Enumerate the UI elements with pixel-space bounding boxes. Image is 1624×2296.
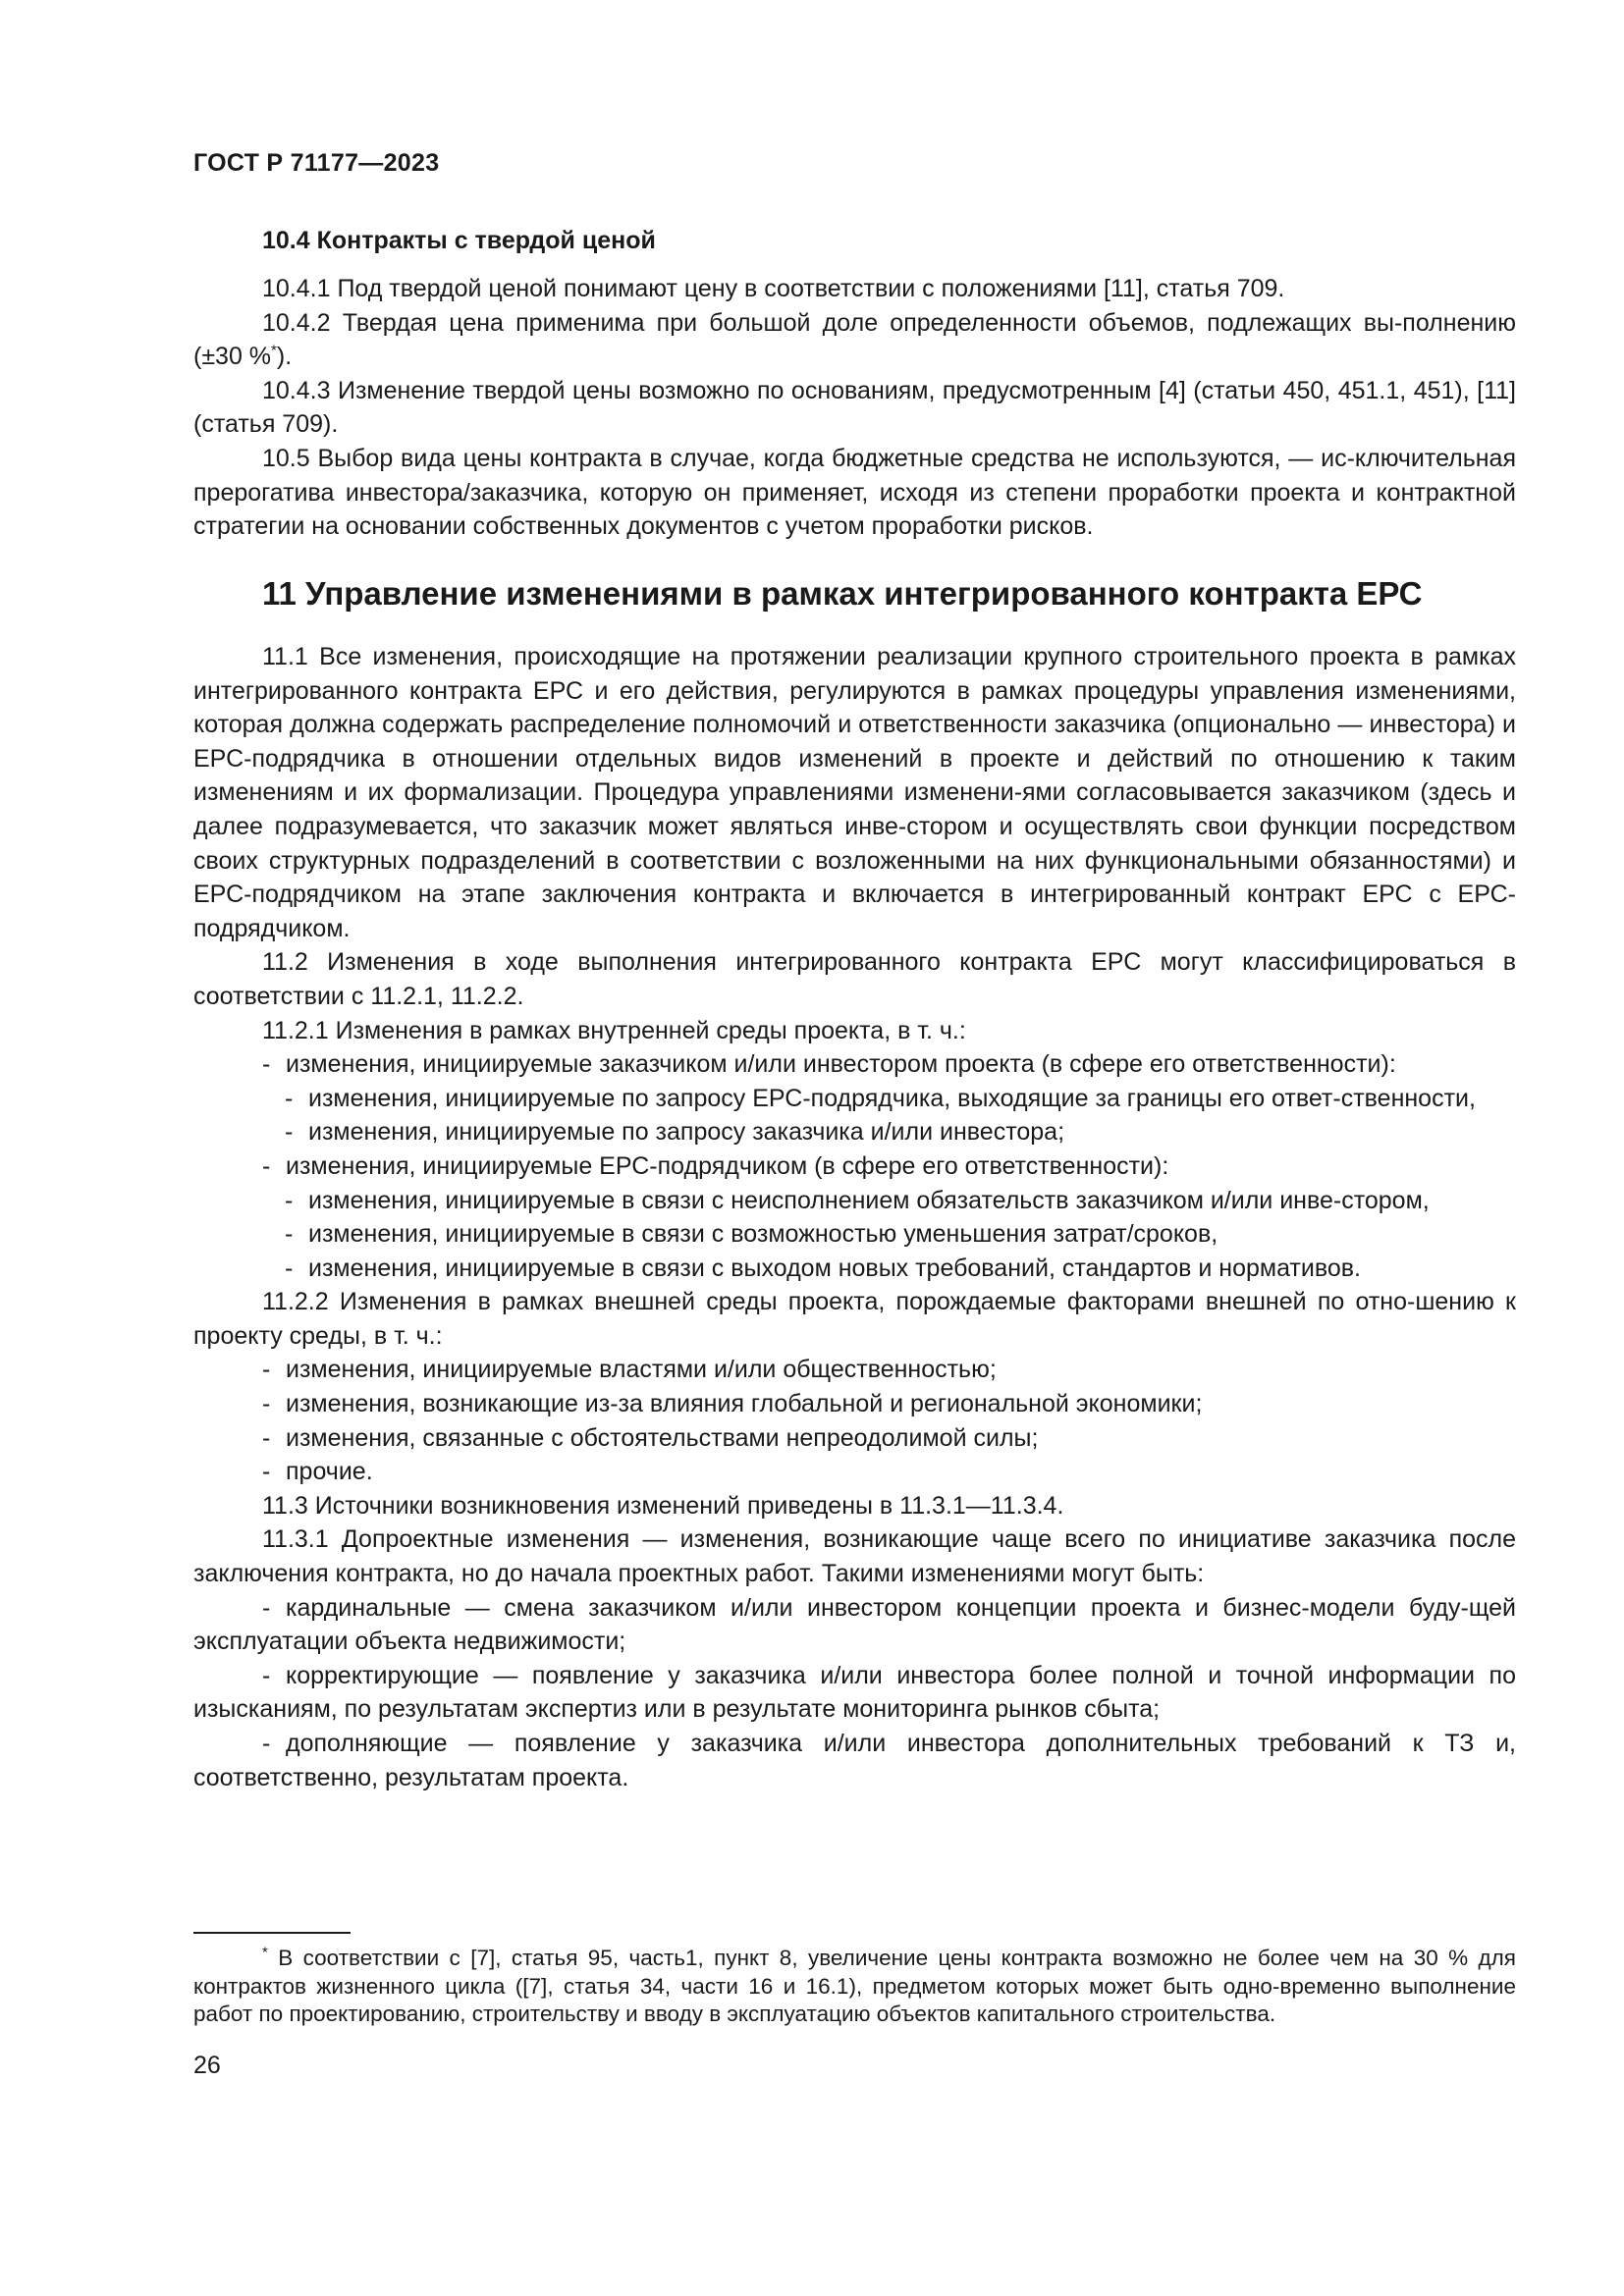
list-subitem (193, 1217, 1516, 1252)
list-item (193, 1421, 1516, 1456)
paragraph-10-4-3: 10.4.3 Изменение твердой цены возможно по основаниям, предусмотренным [4] (статьи 450, 451.1, 451), [11] (статья 709). (193, 376, 1516, 439)
list-item (193, 1455, 1516, 1489)
list-dash: - (285, 1254, 294, 1282)
list-dash: - (262, 1390, 271, 1418)
list-dash: - (285, 1084, 294, 1112)
paragraph-10-4-2 (193, 306, 1516, 374)
footnote-ref-marker: * (271, 342, 277, 359)
list-item-text: изменения, возникающие из-за влияния глобальной и региональной экономики; (286, 1390, 1203, 1418)
list-subitem (193, 1252, 1516, 1286)
section-11-heading-block (193, 574, 1516, 614)
paragraph-10-4-2-text: 10.4.2 Твердая цена применима при большой доле определенности объемов, подлежащих вы-полнению (±30 % (193, 308, 1516, 371)
heading-10-4: 10.4 Контракты с твердой ценой (262, 227, 656, 254)
list-subitem-text: изменения, инициируемые в связи с выходом новых требований, стандартов и нормативов. (308, 1254, 1361, 1282)
footnote (193, 1945, 1516, 2029)
paragraph-11-2: 11.2 Изменения в ходе выполнения интегрированного контракта ЕРС могут классифицироваться в соответствии с 11.2.1, 11.2.2. (193, 948, 1516, 1010)
list-item-text: прочие. (286, 1458, 373, 1486)
list-item (193, 1047, 1516, 1082)
list-item (193, 1659, 1516, 1727)
list-item-text: изменения, инициируемые властями и/или общественностью; (286, 1356, 997, 1384)
paragraph-11-1: 11.1 Все изменения, происходящие на протяжении реализации крупного строительного проекта в рамках интегрированного контракта ЕРС и его действия, регулируются в рамках процедуры управления изменениями, которая должна содержать распределение полномочий и ответственности заказчика (опционально — инвестора) и ЕРС-подрядчика в отношении отдельных видов изменений в проекте и действий по отношению к таким изменениям и их формализации. Процедура управлениями изменени-ями согласовывается заказчиком (здесь и далее подразумевается, что заказчик может являться инве-стором и осуществлять свои функции посредством своих структурных подразделений в соответствии с возложенными на них функциональными обязанностями) и ЕРС-подрядчиком на этапе заключения контракта и включается в интегрированный контракт ЕРС с ЕРС-подрядчиком. (193, 643, 1516, 942)
section-11-body (193, 640, 1516, 1794)
list-subitem-text: изменения, инициируемые в связи с возможностью уменьшения затрат/сроков, (308, 1220, 1218, 1249)
list-dash: - (262, 1593, 271, 1622)
list-dash: - (285, 1186, 294, 1214)
footnote-separator (193, 1932, 351, 1934)
page-number: 26 (193, 2052, 221, 2079)
list-subitem (193, 1082, 1516, 1116)
list-subitem (193, 1184, 1516, 1218)
list-item (193, 1387, 1516, 1421)
footnote-marker: * (262, 1944, 268, 1961)
list-dash: - (262, 1151, 271, 1180)
list-subitem-text: изменения, инициируемые по запросу ЕРС-подрядчика, выходящие за границы его ответ-ственности, (308, 1084, 1476, 1112)
paragraph-10-4-2-tail: ). (276, 343, 293, 371)
list-item-text: изменения, инициируемые заказчиком и/или инвестором проекта (в сфере его ответственности): (286, 1050, 1396, 1079)
list-dash: - (262, 1661, 271, 1689)
list-dash: - (262, 1458, 271, 1486)
list-dash: - (285, 1220, 294, 1249)
footnote-text (193, 1945, 1516, 2029)
list-item (193, 1353, 1516, 1387)
list-item-text: кардинальные — смена заказчиком и/или инвестором концепции проекта и бизнес-модели буду-щей эксплуатации объекта недвижимости; (193, 1593, 1516, 1656)
list-item-text: корректирующие — появление у заказчика и/или инвестора более полной и точной информации по изысканиям, по результатам экспертиз или в результате мониторинга рынков сбыта; (193, 1661, 1516, 1724)
list-dash: - (262, 1423, 271, 1452)
paragraph-11-3-1: 11.3.1 Допроектные изменения — изменения, возникающие чаще всего по инициативе заказчика после заключения контракта, но до начала проектных работ. Такими изменениями могут быть: (193, 1525, 1516, 1588)
heading-11: 11 Управление изменениями в рамках интегрированного контракта ЕРС (262, 575, 1423, 612)
footnote-body: В соответствии с [7], статья 95, часть1, пункт 8, увеличение цены контракта возможно не более чем на 30 % для контрактов жизненного цикла ([7], статья 34, части 16 и 16.1), предметом которых может быть одно-временно выполнение работ по проектированию, строительству и вводу в эксплуатацию объектов капитального строительства. (193, 1946, 1516, 2026)
list-subitem (193, 1115, 1516, 1149)
paragraph-11-3: 11.3 Источники возникновения изменений приведены в 11.3.1—11.3.4. (262, 1491, 1064, 1520)
list-item-text: изменения, связанные с обстоятельствами непреодолимой силы; (286, 1423, 1039, 1452)
list-item-text: дополняющие — появление у заказчика и/или инвестора дополнительных требований к ТЗ и, соответственно, результатам проекта. (193, 1730, 1516, 1791)
list-dash: - (262, 1356, 271, 1384)
section-10-4 (193, 224, 1516, 258)
paragraph-10-4-1: 10.4.1 Под твердой ценой понимают цену в соответствии с положениями [11], статья 709. (262, 275, 1285, 302)
list-dash: - (262, 1730, 271, 1757)
list-item (193, 1727, 1516, 1794)
list-subitem-text: изменения, инициируемые в связи с неисполнением обязательств заказчиком и/или инве-стором, (308, 1186, 1430, 1214)
list-dash: - (285, 1118, 294, 1147)
list-item (193, 1149, 1516, 1184)
document-code-header: ГОСТ Р 71177—2023 (193, 149, 440, 177)
section-10-4-body (193, 272, 1516, 544)
paragraph-10-5: 10.5 Выбор вида цены контракта в случае, когда бюджетные средства не используются, — ис-ключительная прерогатива инвестора/заказчика, которую он применяет, исходя из степени проработки проекта и контрактной стратегии на основании собственных документов с учетом проработки рисков. (193, 444, 1516, 541)
paragraph-11-2-1: 11.2.1 Изменения в рамках внутренней среды проекта, в т. ч.: (262, 1016, 966, 1044)
paragraph-11-2-2: 11.2.2 Изменения в рамках внешней среды проекта, порождаемые факторами внешней по отно-шению к проекту среды, в т. ч.: (193, 1288, 1516, 1350)
list-dash: - (262, 1050, 271, 1079)
list-subitem-text: изменения, инициируемые по запросу заказчика и/или инвестора; (308, 1118, 1065, 1147)
list-item-text: изменения, инициируемые ЕРС-подрядчиком (в сфере его ответственности): (286, 1151, 1169, 1180)
list-item (193, 1591, 1516, 1659)
